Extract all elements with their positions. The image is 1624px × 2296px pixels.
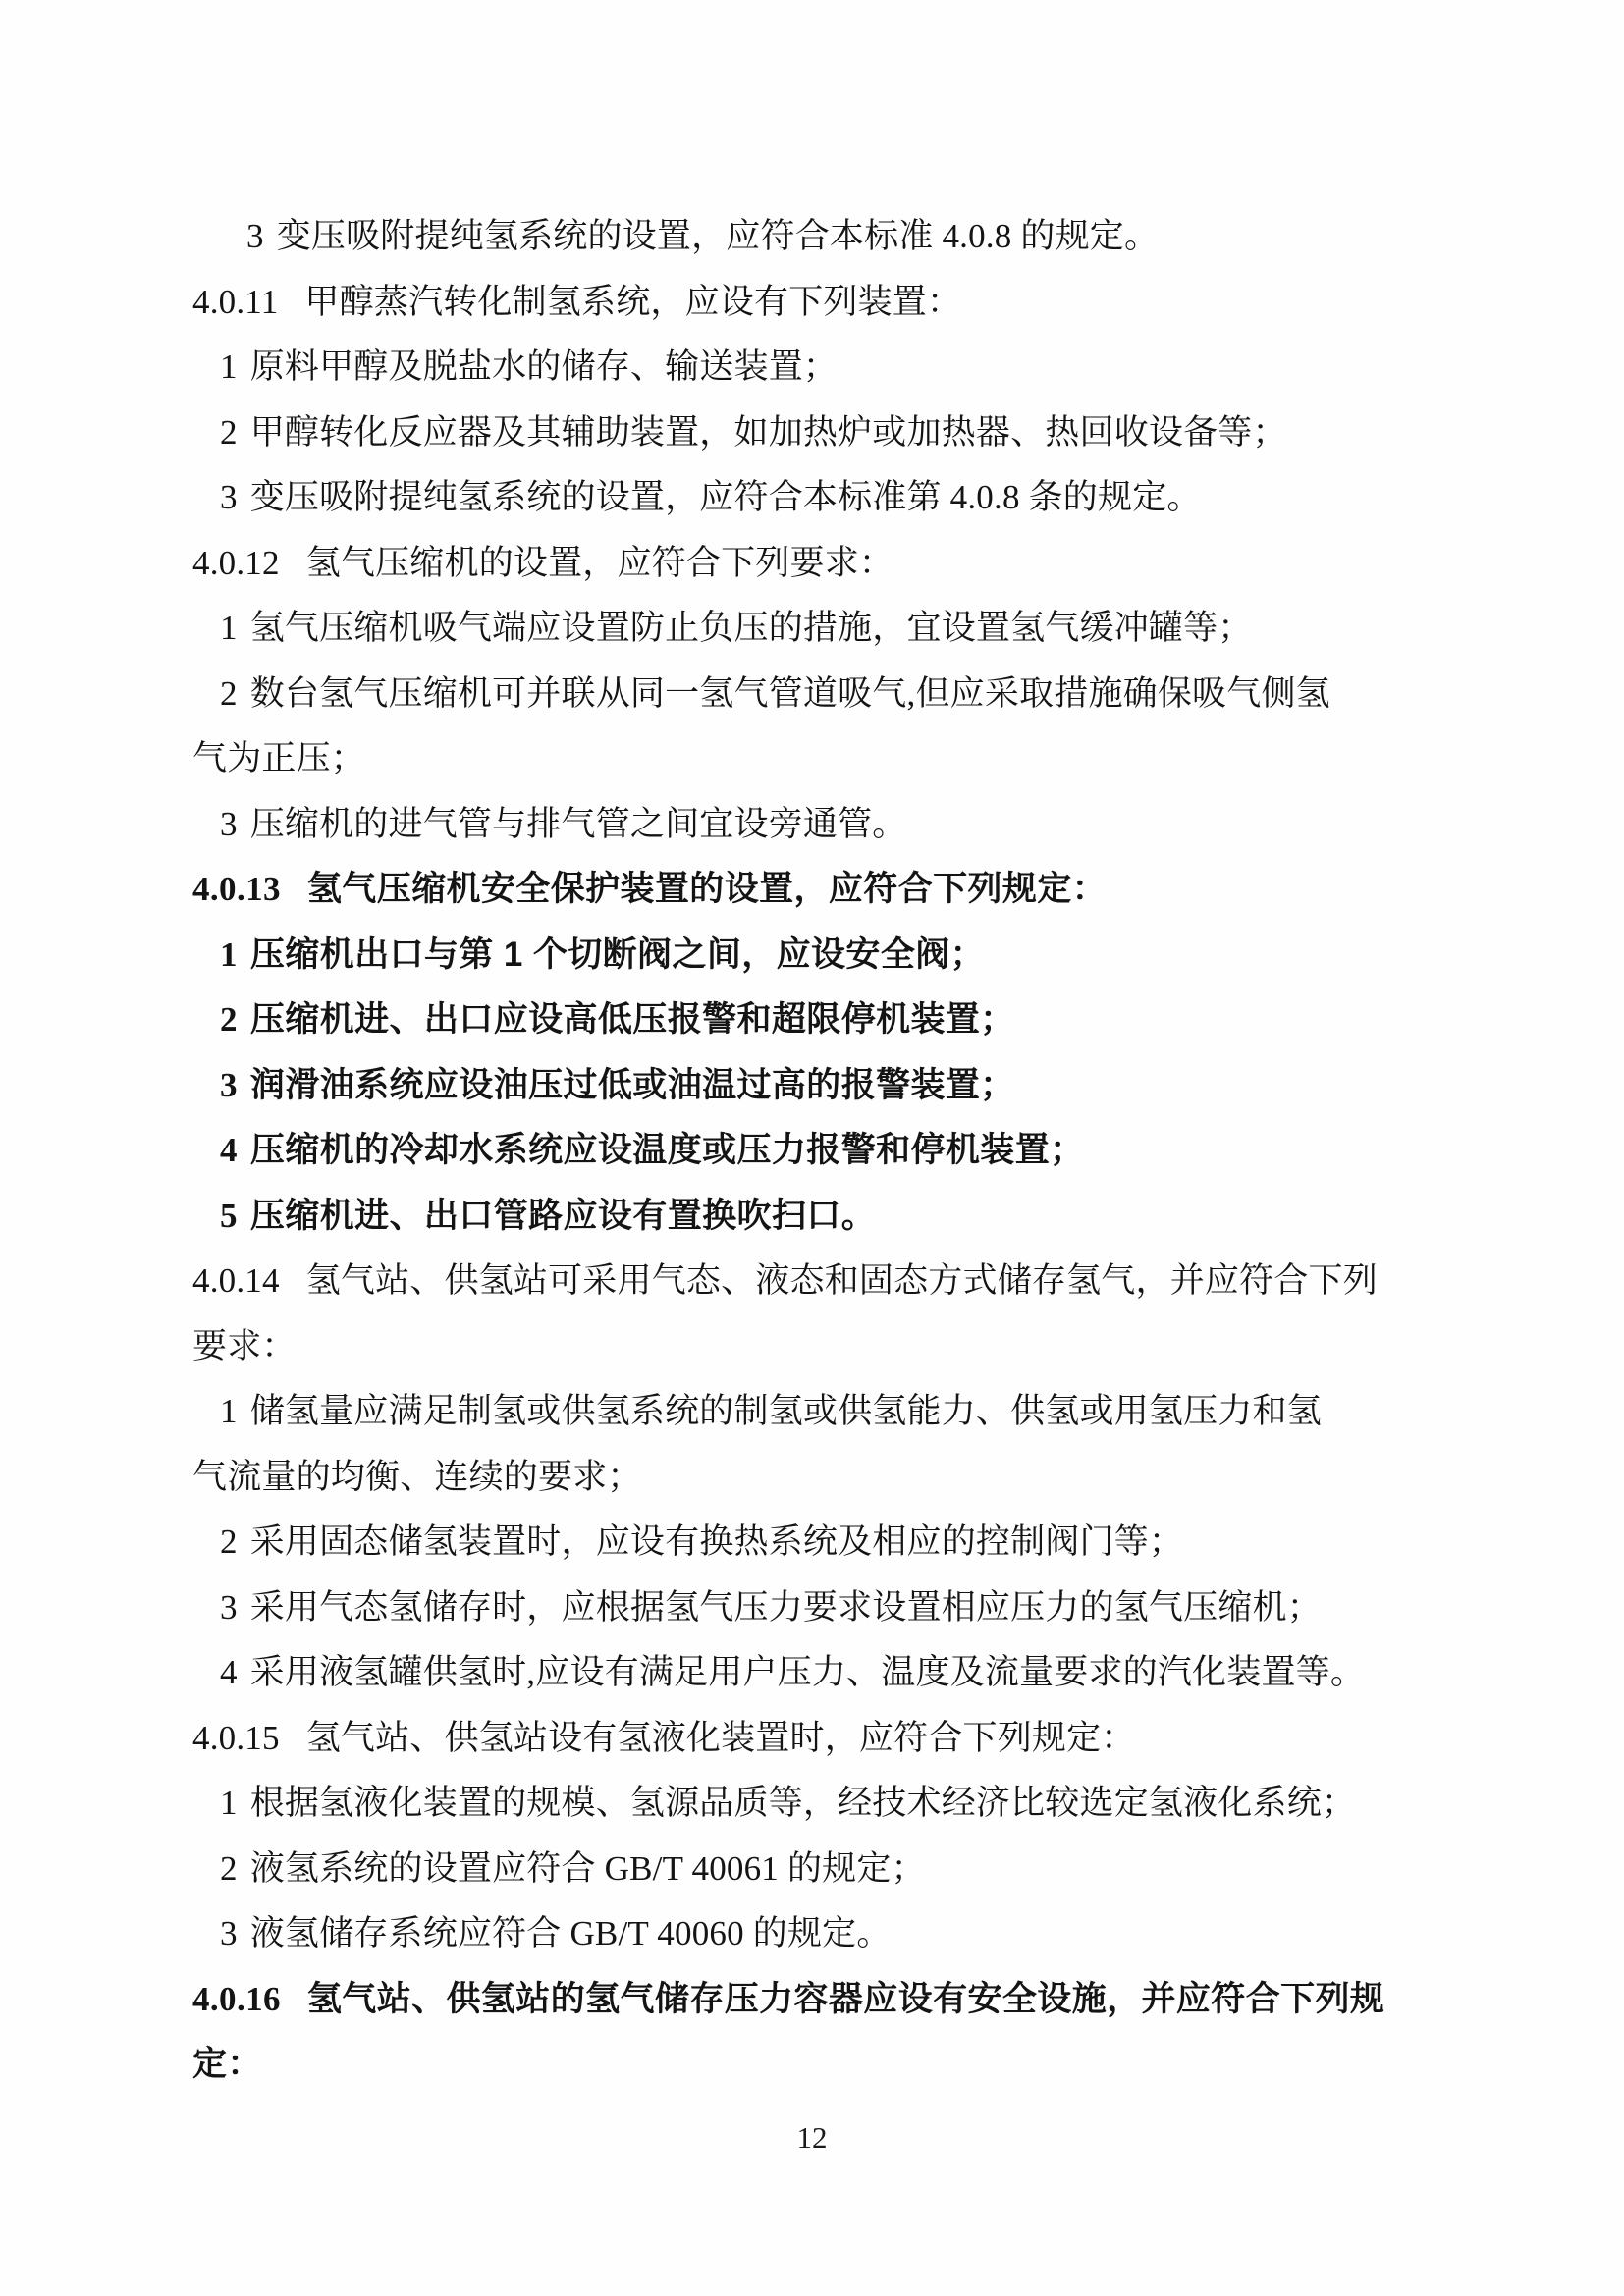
list-item-line	[192, 662, 1432, 727]
line-number: 3	[246, 217, 264, 255]
list-item-line	[192, 465, 1432, 531]
list-item-line	[192, 1837, 1432, 1902]
line-text: 气为正压；	[192, 739, 366, 777]
line-text: 氢气站、供氢站可采用气态、液态和固态方式储存氢气，并应符合下列	[305, 1261, 1378, 1300]
continuation-line	[192, 2032, 1432, 2098]
line-number: 4.0.11	[192, 282, 279, 321]
list-item-line	[192, 1575, 1432, 1641]
line-number: 2	[220, 673, 238, 713]
line-number: 3	[220, 478, 238, 516]
line-text: 变压吸附提纯氢系统的设置，应符合本标准第 4.0.8 条的规定。	[249, 478, 1202, 516]
line-number: 1	[220, 1392, 238, 1430]
line-text: 甲醇蒸汽转化制氢系统，应设有下列装置：	[304, 282, 962, 321]
line-text: 压缩机的进气管与排气管之间宜设旁通管。	[249, 804, 907, 843]
line-number: 2	[220, 412, 238, 452]
list-item-line	[192, 923, 1432, 988]
line-number: 4.0.12	[192, 543, 280, 582]
line-number: 2	[220, 1848, 238, 1888]
continuation-line	[192, 726, 1432, 792]
continuation-line	[192, 1314, 1432, 1380]
list-item-line	[192, 204, 1432, 270]
line-text: 氢气压缩机的设置，应符合下列要求：	[305, 543, 894, 582]
line-text: 液氢储存系统应符合 GB/T 40060 的规定。	[249, 1914, 892, 1952]
list-item-line	[192, 596, 1432, 662]
line-number: 3	[220, 1914, 238, 1952]
line-text: 气流量的均衡、连续的要求；	[192, 1457, 642, 1496]
line-text: 采用液氢罐供氢时,应设有满足用户压力、温度及流量要求的汽化装置等。	[249, 1653, 1366, 1691]
section-heading-line	[192, 270, 1432, 336]
line-text: 采用气态氢储存时，应根据氢气压力要求设置相应压力的氢气压缩机；	[249, 1587, 1322, 1627]
section-heading-line	[192, 1967, 1432, 2033]
line-number: 2	[220, 1000, 238, 1039]
line-number: 1	[220, 934, 238, 974]
line-text: 甲醇转化反应器及其辅助装置，如加热炉或加热器、热回收设备等；	[249, 412, 1287, 452]
line-number: 4	[220, 1653, 238, 1691]
list-item-line	[192, 1379, 1432, 1445]
line-text: 压缩机进、出口应设高低压报警和超限停机装置；	[249, 1000, 1015, 1039]
section-heading-line	[192, 531, 1432, 597]
line-number: 3	[220, 1587, 238, 1627]
line-number: 5	[220, 1196, 238, 1235]
list-item-line	[192, 1771, 1432, 1837]
line-number: 1	[220, 1784, 238, 1822]
list-item-line	[192, 1118, 1432, 1184]
line-text: 数台氢气压缩机可并联从同一氢气管道吸气,但应采取措施确保吸气侧氢	[249, 673, 1330, 713]
line-text: 原料甲醇及脱盐水的储存、输送装置；	[249, 347, 839, 386]
line-number: 4.0.14	[192, 1261, 280, 1300]
line-number: 2	[220, 1522, 238, 1561]
list-item-line	[192, 1053, 1432, 1119]
list-item-line	[192, 792, 1432, 858]
line-number: 1	[220, 347, 238, 386]
section-heading-line	[192, 1249, 1432, 1314]
line-number: 3	[220, 804, 238, 843]
line-text: 压缩机进、出口管路应设有置换吹扫口。	[249, 1196, 877, 1235]
line-number: 3	[220, 1065, 238, 1104]
page-number: 12	[796, 2120, 828, 2155]
list-item-line	[192, 400, 1432, 466]
list-item-line	[192, 1184, 1432, 1250]
section-heading-line	[192, 857, 1432, 923]
line-text: 氢气站、供氢站的氢气储存压力容器应设有安全设施，并应符合下列规	[306, 1979, 1385, 2018]
line-number: 4.0.16	[192, 1979, 281, 2018]
line-text: 采用固态储氢装置时，应设有换热系统及相应的控制阀门等；	[249, 1522, 1184, 1561]
line-text: 定：	[192, 2045, 262, 2083]
line-text: 变压吸附提纯氢系统的设置，应符合本标准 4.0.8 的规定。	[276, 217, 1160, 255]
line-text: 要求：	[192, 1326, 297, 1365]
continuation-line	[192, 1445, 1432, 1511]
line-text: 氢气压缩机安全保护装置的设置，应符合下列规定：	[306, 870, 1108, 908]
line-text: 根据氢液化装置的规模、氢源品质等，经技术经济比较选定氢液化系统；	[249, 1784, 1357, 1822]
list-item-line	[192, 1510, 1432, 1575]
section-heading-line	[192, 1706, 1432, 1772]
line-text: 压缩机出口与第 1 个切断阀之间，应设安全阀；	[249, 934, 986, 974]
line-text: 润滑油系统应设油压过低或油温过高的报警装置；	[249, 1065, 1015, 1104]
list-item-line	[192, 1640, 1432, 1706]
line-text: 压缩机的冷却水系统应设温度或压力报警和停机装置；	[249, 1131, 1085, 1169]
line-number: 4.0.15	[192, 1718, 280, 1757]
page-content	[192, 204, 1432, 2098]
line-text: 储氢量应满足制氢或供氢系统的制氢或供氢能力、供氢或用氢压力和氢	[249, 1392, 1322, 1430]
line-number: 1	[220, 609, 238, 647]
list-item-line	[192, 988, 1432, 1053]
list-item-line	[192, 1901, 1432, 1967]
line-number: 4	[220, 1131, 238, 1169]
list-item-line	[192, 335, 1432, 400]
line-text: 氢气站、供氢站设有氢液化装置时，应符合下列规定：	[305, 1718, 1136, 1757]
line-text: 液氢系统的设置应符合 GB/T 40061 的规定；	[249, 1848, 926, 1888]
line-number: 4.0.13	[192, 870, 281, 908]
line-text: 氢气压缩机吸气端应设置防止负压的措施，宜设置氢气缓冲罐等；	[249, 609, 1253, 647]
